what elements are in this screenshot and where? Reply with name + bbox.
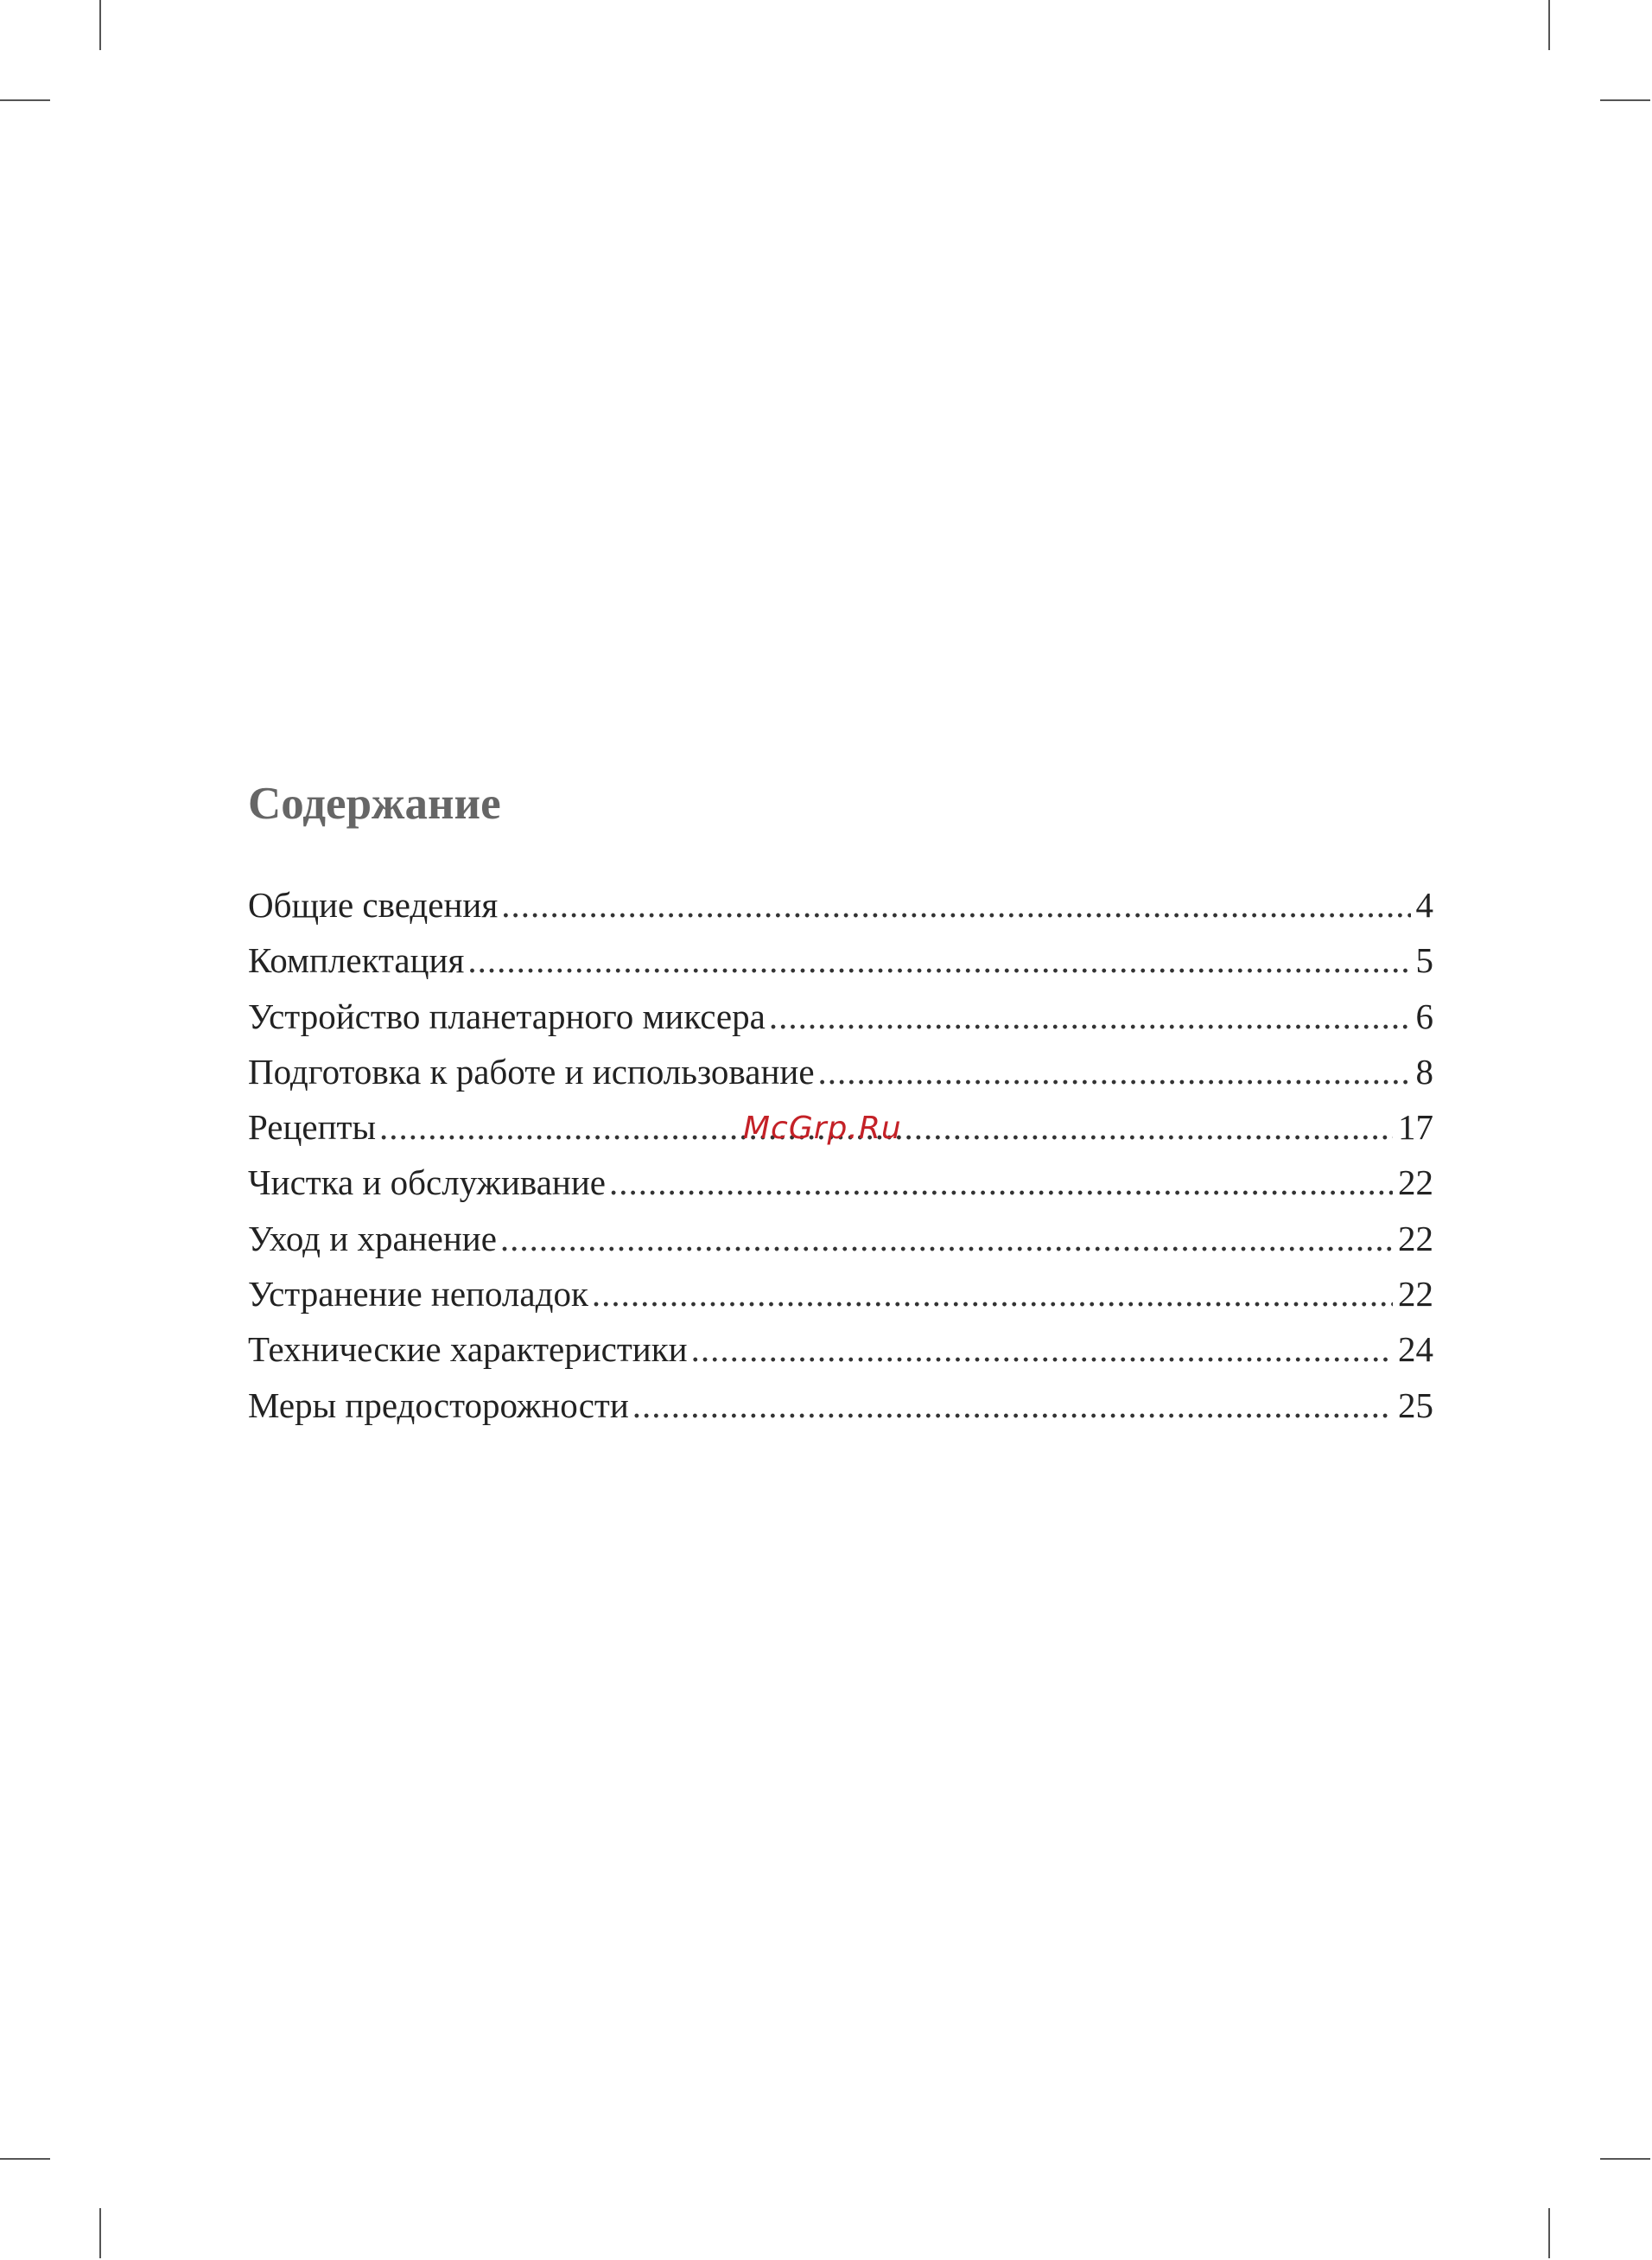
toc-entry[interactable] — [248, 989, 1433, 1044]
crop-mark-top-left-vertical — [99, 0, 101, 50]
toc-entry-label: Комплектация — [248, 940, 465, 981]
watermark: McGrp.Ru — [743, 1111, 902, 1146]
toc-entry-label: Подготовка к работе и использование — [248, 1051, 815, 1092]
crop-mark-bottom-right-vertical — [1548, 2208, 1550, 2258]
toc-title: Содержание — [248, 779, 501, 829]
toc-entry[interactable] — [248, 1266, 1433, 1321]
crop-mark-top-right-vertical — [1548, 0, 1550, 50]
toc-entry-label: Рецепты — [248, 1107, 377, 1148]
toc-leader-dots — [769, 989, 1411, 1044]
toc-entry-page: 6 — [1415, 996, 1433, 1036]
toc-entry-page: 22 — [1398, 1274, 1433, 1315]
toc-entry-label: Устранение неполадок — [248, 1274, 588, 1315]
toc-entry-label: Общие сведения — [248, 885, 499, 925]
toc-entry-label: Меры предосторожности — [248, 1385, 629, 1425]
crop-mark-bottom-left-vertical — [99, 2208, 101, 2258]
toc-leader-dots — [592, 1266, 1393, 1321]
toc-entry-label: Технические характеристики — [248, 1329, 688, 1370]
toc-entry-page: 22 — [1398, 1162, 1433, 1203]
toc-entry-label: Чистка и обслуживание — [248, 1162, 606, 1203]
toc-entry[interactable] — [248, 933, 1433, 988]
toc-entry[interactable] — [248, 1321, 1433, 1377]
toc-leader-dots — [609, 1155, 1393, 1210]
toc-entry-label: Устройство планетарного миксера — [248, 996, 766, 1036]
table-of-contents — [248, 773, 1433, 1433]
toc-entry[interactable] — [248, 1211, 1433, 1266]
toc-leader-dots — [500, 1211, 1393, 1266]
toc-entry-page: 24 — [1398, 1329, 1433, 1370]
toc-entry[interactable] — [248, 1155, 1433, 1210]
toc-entry-page: 8 — [1415, 1051, 1433, 1092]
crop-mark-bottom-right-horizontal — [1600, 2158, 1650, 2160]
toc-leader-dots — [818, 1044, 1411, 1099]
toc-entry-page: 25 — [1398, 1385, 1433, 1425]
toc-leader-dots — [691, 1321, 1393, 1377]
crop-mark-top-left-horizontal — [0, 99, 50, 101]
toc-entry[interactable] — [248, 1378, 1433, 1433]
toc-list — [248, 877, 1433, 1433]
toc-entry-page: 4 — [1415, 885, 1433, 925]
toc-leader-dots — [467, 933, 1410, 988]
toc-leader-dots — [501, 877, 1410, 933]
crop-mark-top-right-horizontal — [1600, 99, 1650, 101]
toc-entry-page: 22 — [1398, 1218, 1433, 1258]
toc-entry[interactable] — [248, 877, 1433, 933]
toc-entry-page: 17 — [1398, 1107, 1433, 1148]
toc-leader-dots — [632, 1378, 1393, 1433]
toc-entry-label: Уход и хранение — [248, 1218, 497, 1258]
toc-entry[interactable] — [248, 1044, 1433, 1099]
crop-mark-bottom-left-horizontal — [0, 2158, 50, 2160]
toc-entry-page: 5 — [1415, 940, 1433, 981]
